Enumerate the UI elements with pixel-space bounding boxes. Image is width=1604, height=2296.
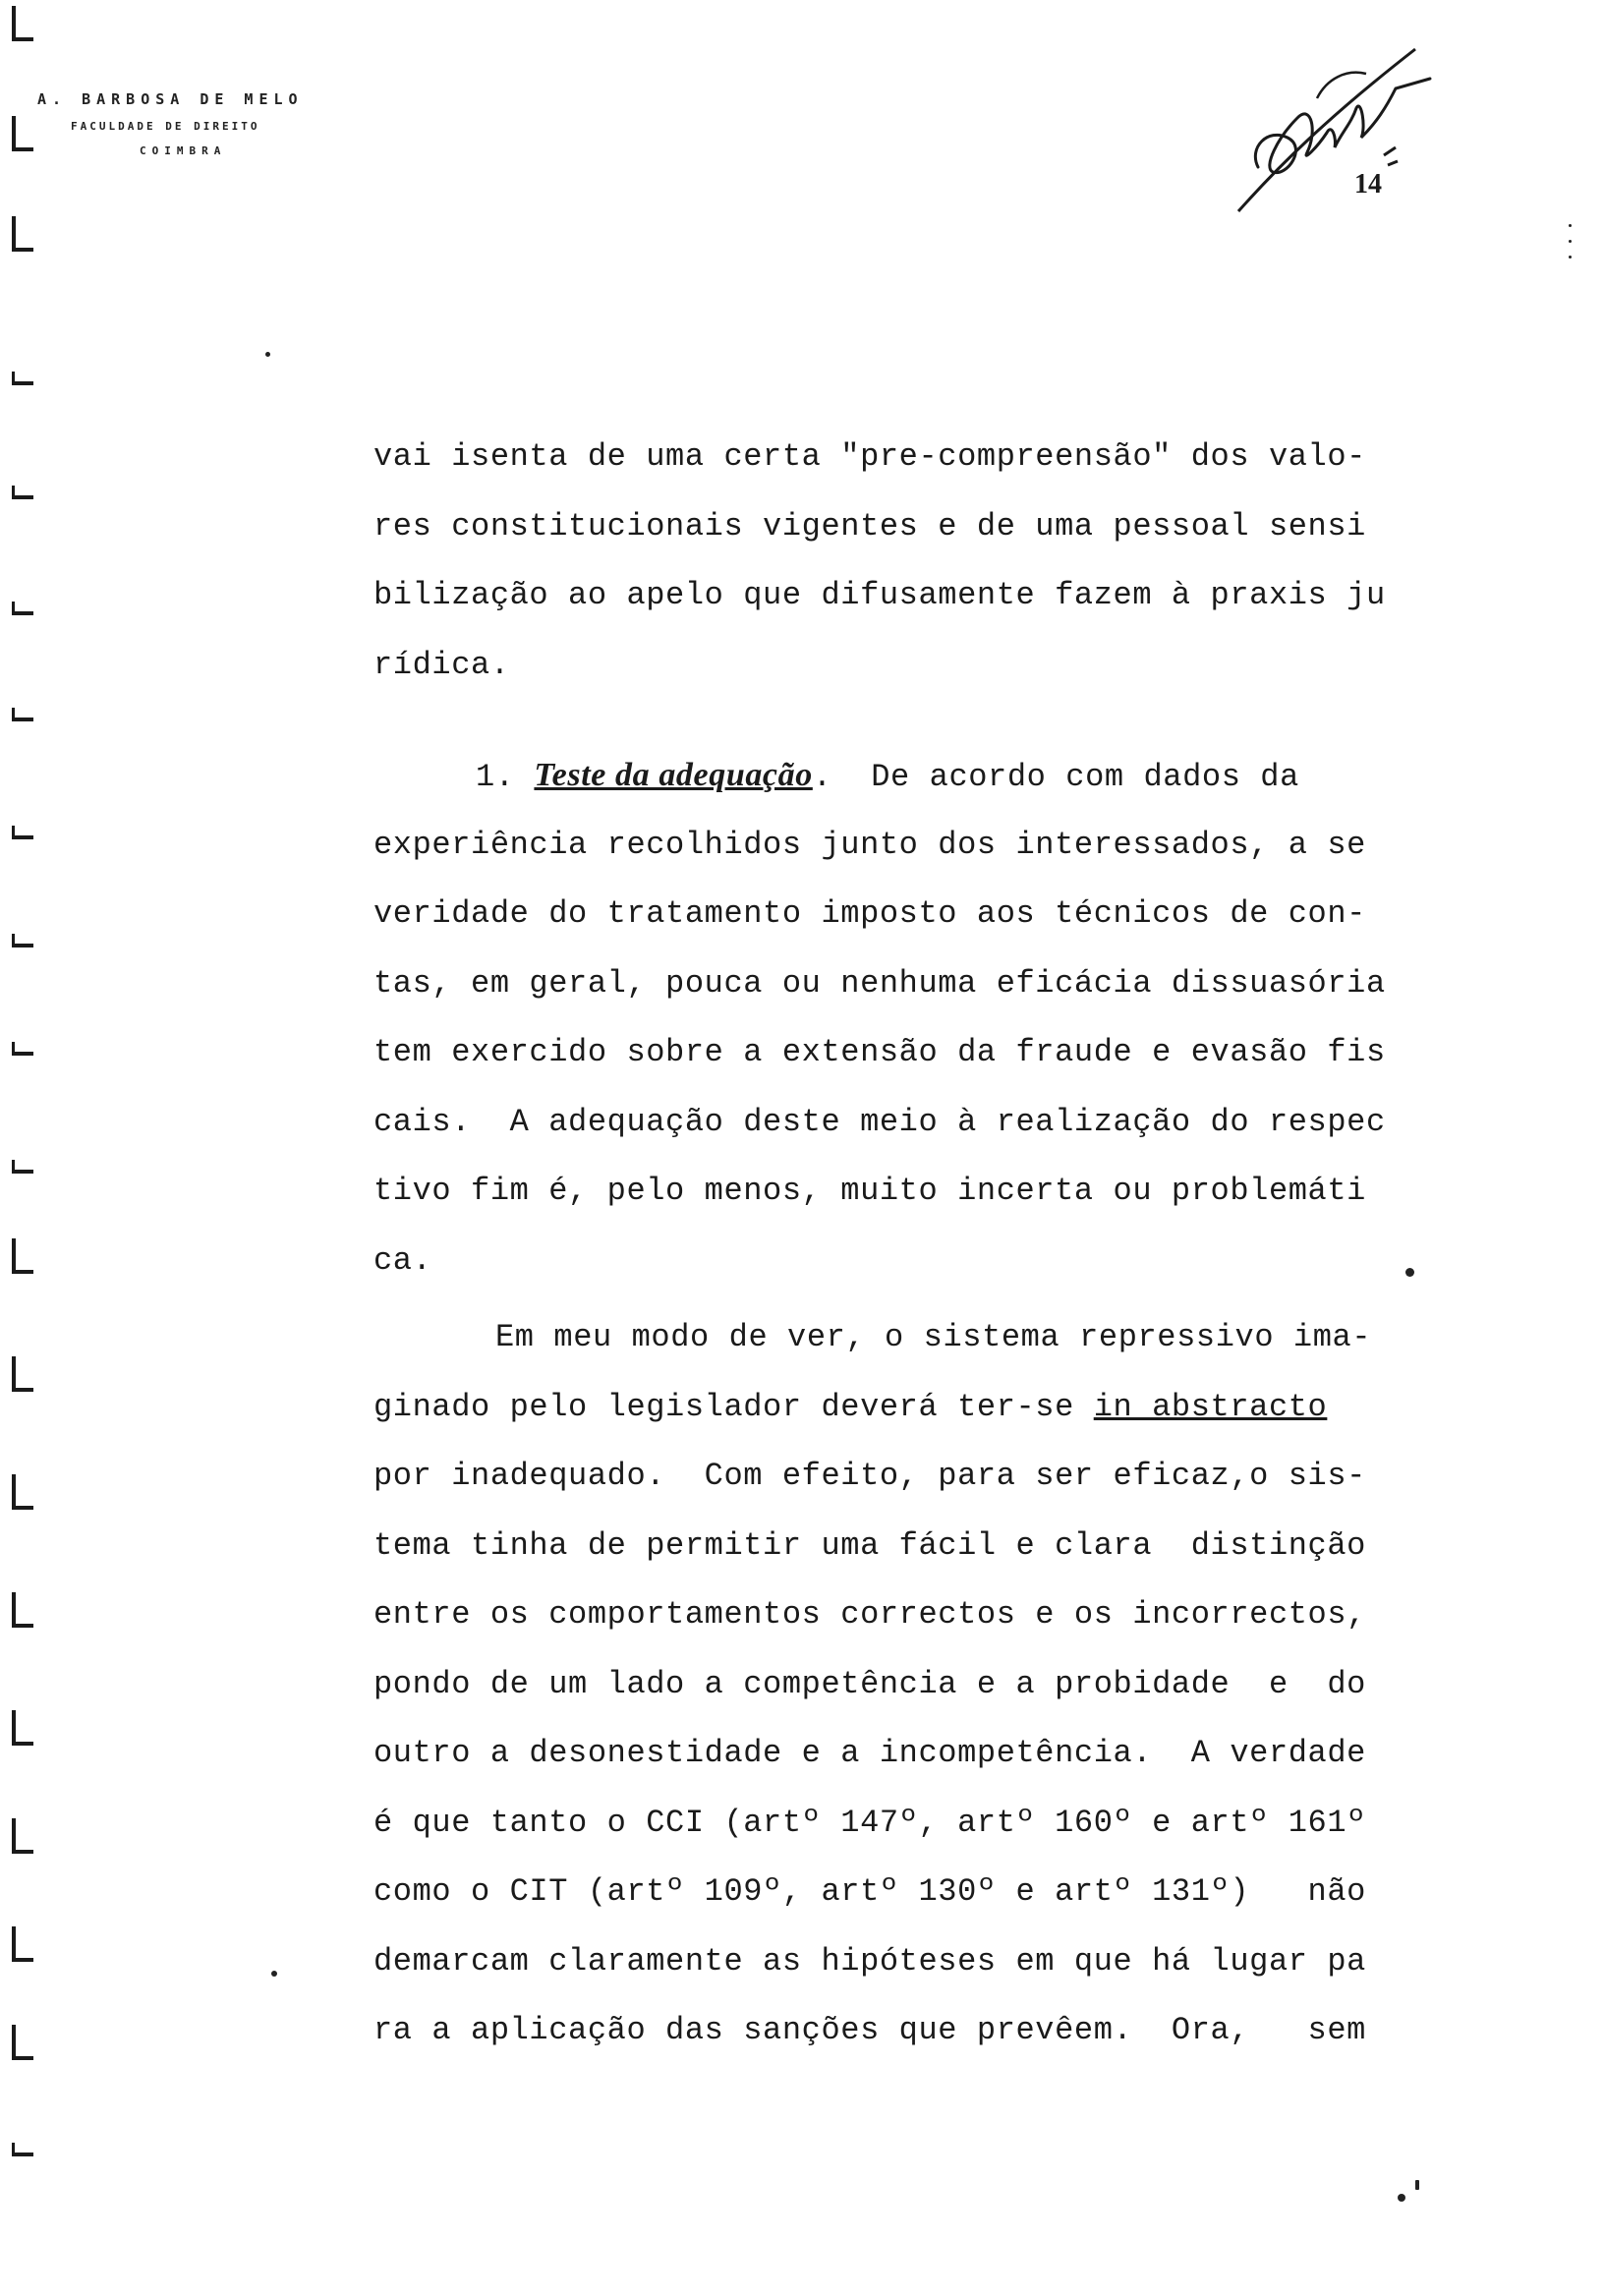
handwritten-signature — [1219, 39, 1445, 226]
text-line: tas, em geral, pouca ou nenhuma eficácia dissuasória — [373, 964, 1386, 1002]
binding-mark — [12, 934, 33, 947]
scan-speck — [265, 352, 270, 357]
text-line: Em meu modo de ver, o sistema repressivo ima- — [495, 1319, 1372, 1355]
binding-mark — [12, 1926, 33, 1962]
text-line: veridade do tratamento imposto aos técnicos de con- — [373, 895, 1366, 932]
paragraph-2 — [373, 741, 1425, 1295]
text-line: entre os comportamentos correctos e os incorrectos, — [373, 1596, 1366, 1633]
letterhead-name: A. BARBOSA DE MELO — [37, 90, 304, 108]
scan-speck — [1398, 2194, 1405, 2202]
binding-mark — [12, 602, 33, 615]
paragraph-3 — [373, 1303, 1425, 2066]
text-line — [373, 741, 1425, 811]
binding-mark — [12, 216, 33, 252]
text-line: bilização ao apelo que difusamente fazem à praxis ju — [373, 577, 1386, 613]
text-line: ra a aplicação das sanções que prevêem. Ora, sem — [373, 2012, 1366, 2048]
binding-mark — [12, 1474, 33, 1510]
text-line: res constitucionais vigentes e de uma pessoal sensi — [373, 507, 1366, 545]
binding-mark — [12, 708, 33, 721]
text-line: como o CIT (artº 109º, artº 130º e artº 131º) não — [373, 1873, 1366, 1910]
text-line: tivo fim é, pelo menos, muito incerta ou problemáti — [373, 1173, 1366, 1209]
text-line: por inadequado. Com efeito, para ser eficaz,o sis- — [373, 1458, 1366, 1494]
text-line: vai isenta de uma certa "pre-compreensão" dos valo- — [373, 438, 1366, 475]
section-heading: Teste da adequação — [534, 757, 813, 793]
page-number: 14 — [1354, 169, 1382, 200]
text-line — [373, 1373, 1425, 1443]
scan-speck — [1415, 2180, 1419, 2190]
text-line: ca. — [373, 1241, 432, 1279]
binding-mark — [12, 1238, 33, 1274]
text-line: pondo de um lado a competência e a probidade e do — [373, 1665, 1366, 1702]
letterhead-city: COIMBRA — [140, 144, 227, 157]
scan-speck — [1569, 224, 1572, 227]
text-line: tem exercido sobre a extensão da fraude e evasão fis — [373, 1034, 1386, 1070]
scan-speck — [271, 1971, 277, 1977]
paragraph-1 — [373, 423, 1425, 700]
binding-mark — [12, 2143, 33, 2156]
text-line: cais. A adequação deste meio à realização do respec — [373, 1103, 1386, 1140]
letterhead — [37, 90, 391, 157]
binding-mark — [12, 372, 33, 385]
underlined-phrase: in abstracto — [1093, 1388, 1328, 1425]
text-line: é que tanto o CCI (artº 147º, artº 160º e artº 161º — [373, 1804, 1366, 1841]
text-line: experiência recolhidos junto dos interessados, a se — [373, 826, 1366, 863]
binding-mark — [12, 1592, 33, 1628]
binding-mark — [12, 486, 33, 499]
text-span: ginado pelo legislador deverá ter-se — [373, 1388, 1094, 1425]
scan-speck — [1405, 1268, 1414, 1277]
scan-speck — [1569, 240, 1572, 243]
body-text — [373, 423, 1425, 2066]
text-line: demarcam claramente as hipóteses em que há lugar pa — [373, 1942, 1366, 1980]
binding-mark — [12, 1710, 33, 1746]
letterhead-faculty: FACULDADE DE DIREITO — [71, 120, 260, 133]
binding-mark — [12, 6, 33, 41]
binding-mark — [12, 1160, 33, 1174]
text-line: outro a desonestidade e a incompetência. A verdade — [373, 1735, 1366, 1771]
text-line: rídica. — [373, 646, 510, 683]
binding-marks — [6, 0, 35, 2296]
binding-mark — [12, 116, 33, 151]
text-span: . De acordo com dados da — [812, 759, 1299, 795]
binding-mark — [12, 1042, 33, 1056]
binding-mark — [12, 2025, 33, 2060]
binding-mark — [12, 1818, 33, 1854]
binding-mark — [12, 826, 33, 839]
text-line: tema tinha de permitir uma fácil e clara distinção — [373, 1526, 1366, 1564]
scan-speck — [1569, 256, 1572, 258]
binding-mark — [12, 1356, 33, 1392]
section-number: 1. — [476, 759, 515, 795]
